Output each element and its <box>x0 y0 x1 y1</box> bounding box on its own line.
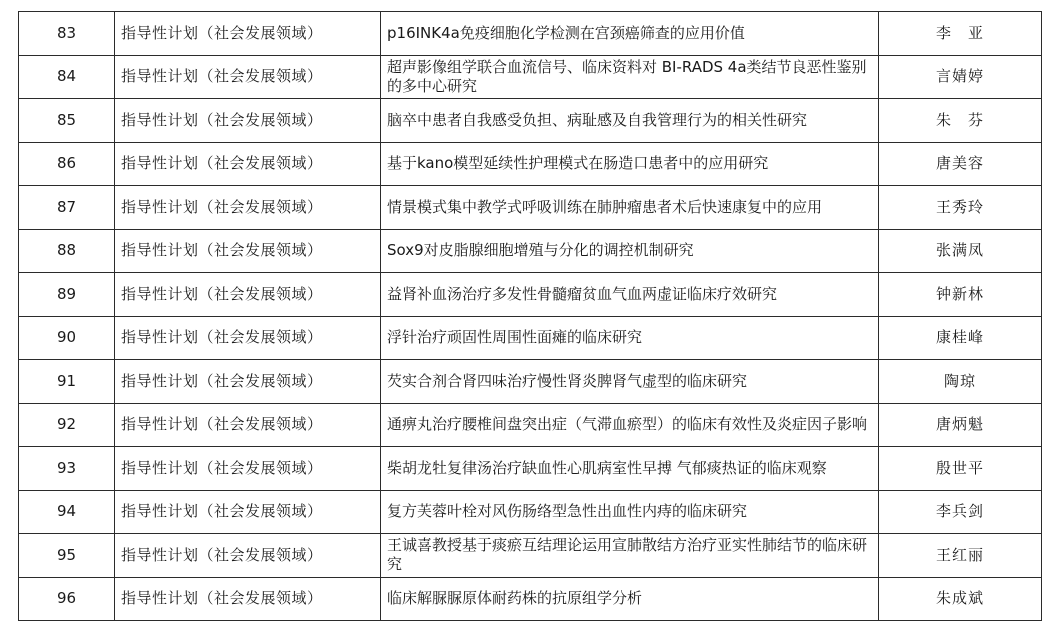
table-row <box>19 490 1042 534</box>
table-row <box>19 229 1042 273</box>
plan-type: 指导性计划（社会发展领域） <box>115 273 381 317</box>
row-number: 95 <box>19 534 115 578</box>
project-leader: 唐炳魁 <box>879 403 1042 447</box>
plan-type: 指导性计划（社会发展领域） <box>115 403 381 447</box>
project-leader: 唐美容 <box>879 142 1042 186</box>
project-leader: 王秀玲 <box>879 186 1042 230</box>
project-leader: 陶琼 <box>879 360 1042 404</box>
plan-type: 指导性计划（社会发展领域） <box>115 447 381 491</box>
table-row <box>19 360 1042 404</box>
plan-type: 指导性计划（社会发展领域） <box>115 534 381 578</box>
project-leader: 李兵剑 <box>879 490 1042 534</box>
table-row <box>19 273 1042 317</box>
project-title: Sox9对皮脂腺细胞增殖与分化的调控机制研究 <box>381 229 879 273</box>
row-number: 96 <box>19 577 115 621</box>
project-title: 芡实合剂合肾四味治疗慢性肾炎脾肾气虚型的临床研究 <box>381 360 879 404</box>
project-title: 临床解脲脲原体耐药株的抗原组学分析 <box>381 577 879 621</box>
project-title: 柴胡龙牡复律汤治疗缺血性心肌病室性早搏 气郁痰热证的临床观察 <box>381 447 879 491</box>
plan-type: 指导性计划（社会发展领域） <box>115 229 381 273</box>
row-number: 93 <box>19 447 115 491</box>
project-leader: 言婧婷 <box>879 55 1042 99</box>
plan-type: 指导性计划（社会发展领域） <box>115 186 381 230</box>
row-number: 92 <box>19 403 115 447</box>
project-title: 超声影像组学联合血流信号、临床资料对 BI-RADS 4a类结节良恶性鉴别的多中心研究 <box>381 55 879 99</box>
project-table <box>18 11 1042 621</box>
row-number: 89 <box>19 273 115 317</box>
plan-type: 指导性计划（社会发展领域） <box>115 99 381 143</box>
project-leader: 康桂峰 <box>879 316 1042 360</box>
plan-type: 指导性计划（社会发展领域） <box>115 316 381 360</box>
project-leader: 钟新林 <box>879 273 1042 317</box>
table-row <box>19 186 1042 230</box>
plan-type: 指导性计划（社会发展领域） <box>115 490 381 534</box>
row-number: 88 <box>19 229 115 273</box>
project-leader: 王红丽 <box>879 534 1042 578</box>
row-number: 90 <box>19 316 115 360</box>
project-leader: 朱成斌 <box>879 577 1042 621</box>
project-table-body <box>19 12 1042 621</box>
row-number: 91 <box>19 360 115 404</box>
plan-type: 指导性计划（社会发展领域） <box>115 142 381 186</box>
project-title: 情景模式集中教学式呼吸训练在肺肿瘤患者术后快速康复中的应用 <box>381 186 879 230</box>
project-title: 通痹丸治疗腰椎间盘突出症（气滞血瘀型）的临床有效性及炎症因子影响 <box>381 403 879 447</box>
project-leader: 朱 芬 <box>879 99 1042 143</box>
table-row <box>19 55 1042 99</box>
table-row <box>19 316 1042 360</box>
project-title: 浮针治疗顽固性周围性面瘫的临床研究 <box>381 316 879 360</box>
project-title: 脑卒中患者自我感受负担、病耻感及自我管理行为的相关性研究 <box>381 99 879 143</box>
row-number: 86 <box>19 142 115 186</box>
project-leader: 李 亚 <box>879 12 1042 56</box>
row-number: 94 <box>19 490 115 534</box>
table-row <box>19 447 1042 491</box>
table-row <box>19 99 1042 143</box>
plan-type: 指导性计划（社会发展领域） <box>115 577 381 621</box>
project-title: 王诚喜教授基于痰瘀互结理论运用宣肺散结方治疗亚实性肺结节的临床研究 <box>381 534 879 578</box>
project-leader: 殷世平 <box>879 447 1042 491</box>
plan-type: 指导性计划（社会发展领域） <box>115 12 381 56</box>
table-row <box>19 142 1042 186</box>
row-number: 83 <box>19 12 115 56</box>
project-title: 基于kano模型延续性护理模式在肠造口患者中的应用研究 <box>381 142 879 186</box>
table-row <box>19 12 1042 56</box>
plan-type: 指导性计划（社会发展领域） <box>115 55 381 99</box>
project-leader: 张满凤 <box>879 229 1042 273</box>
row-number: 85 <box>19 99 115 143</box>
row-number: 84 <box>19 55 115 99</box>
project-title: 复方芙蓉叶栓对风伤肠络型急性出血性内痔的临床研究 <box>381 490 879 534</box>
table-row <box>19 577 1042 621</box>
project-title: 益肾补血汤治疗多发性骨髓瘤贫血气血两虚证临床疗效研究 <box>381 273 879 317</box>
table-row <box>19 403 1042 447</box>
project-title: p16INK4a免疫细胞化学检测在宫颈癌筛查的应用价值 <box>381 12 879 56</box>
plan-type: 指导性计划（社会发展领域） <box>115 360 381 404</box>
table-row <box>19 534 1042 578</box>
row-number: 87 <box>19 186 115 230</box>
